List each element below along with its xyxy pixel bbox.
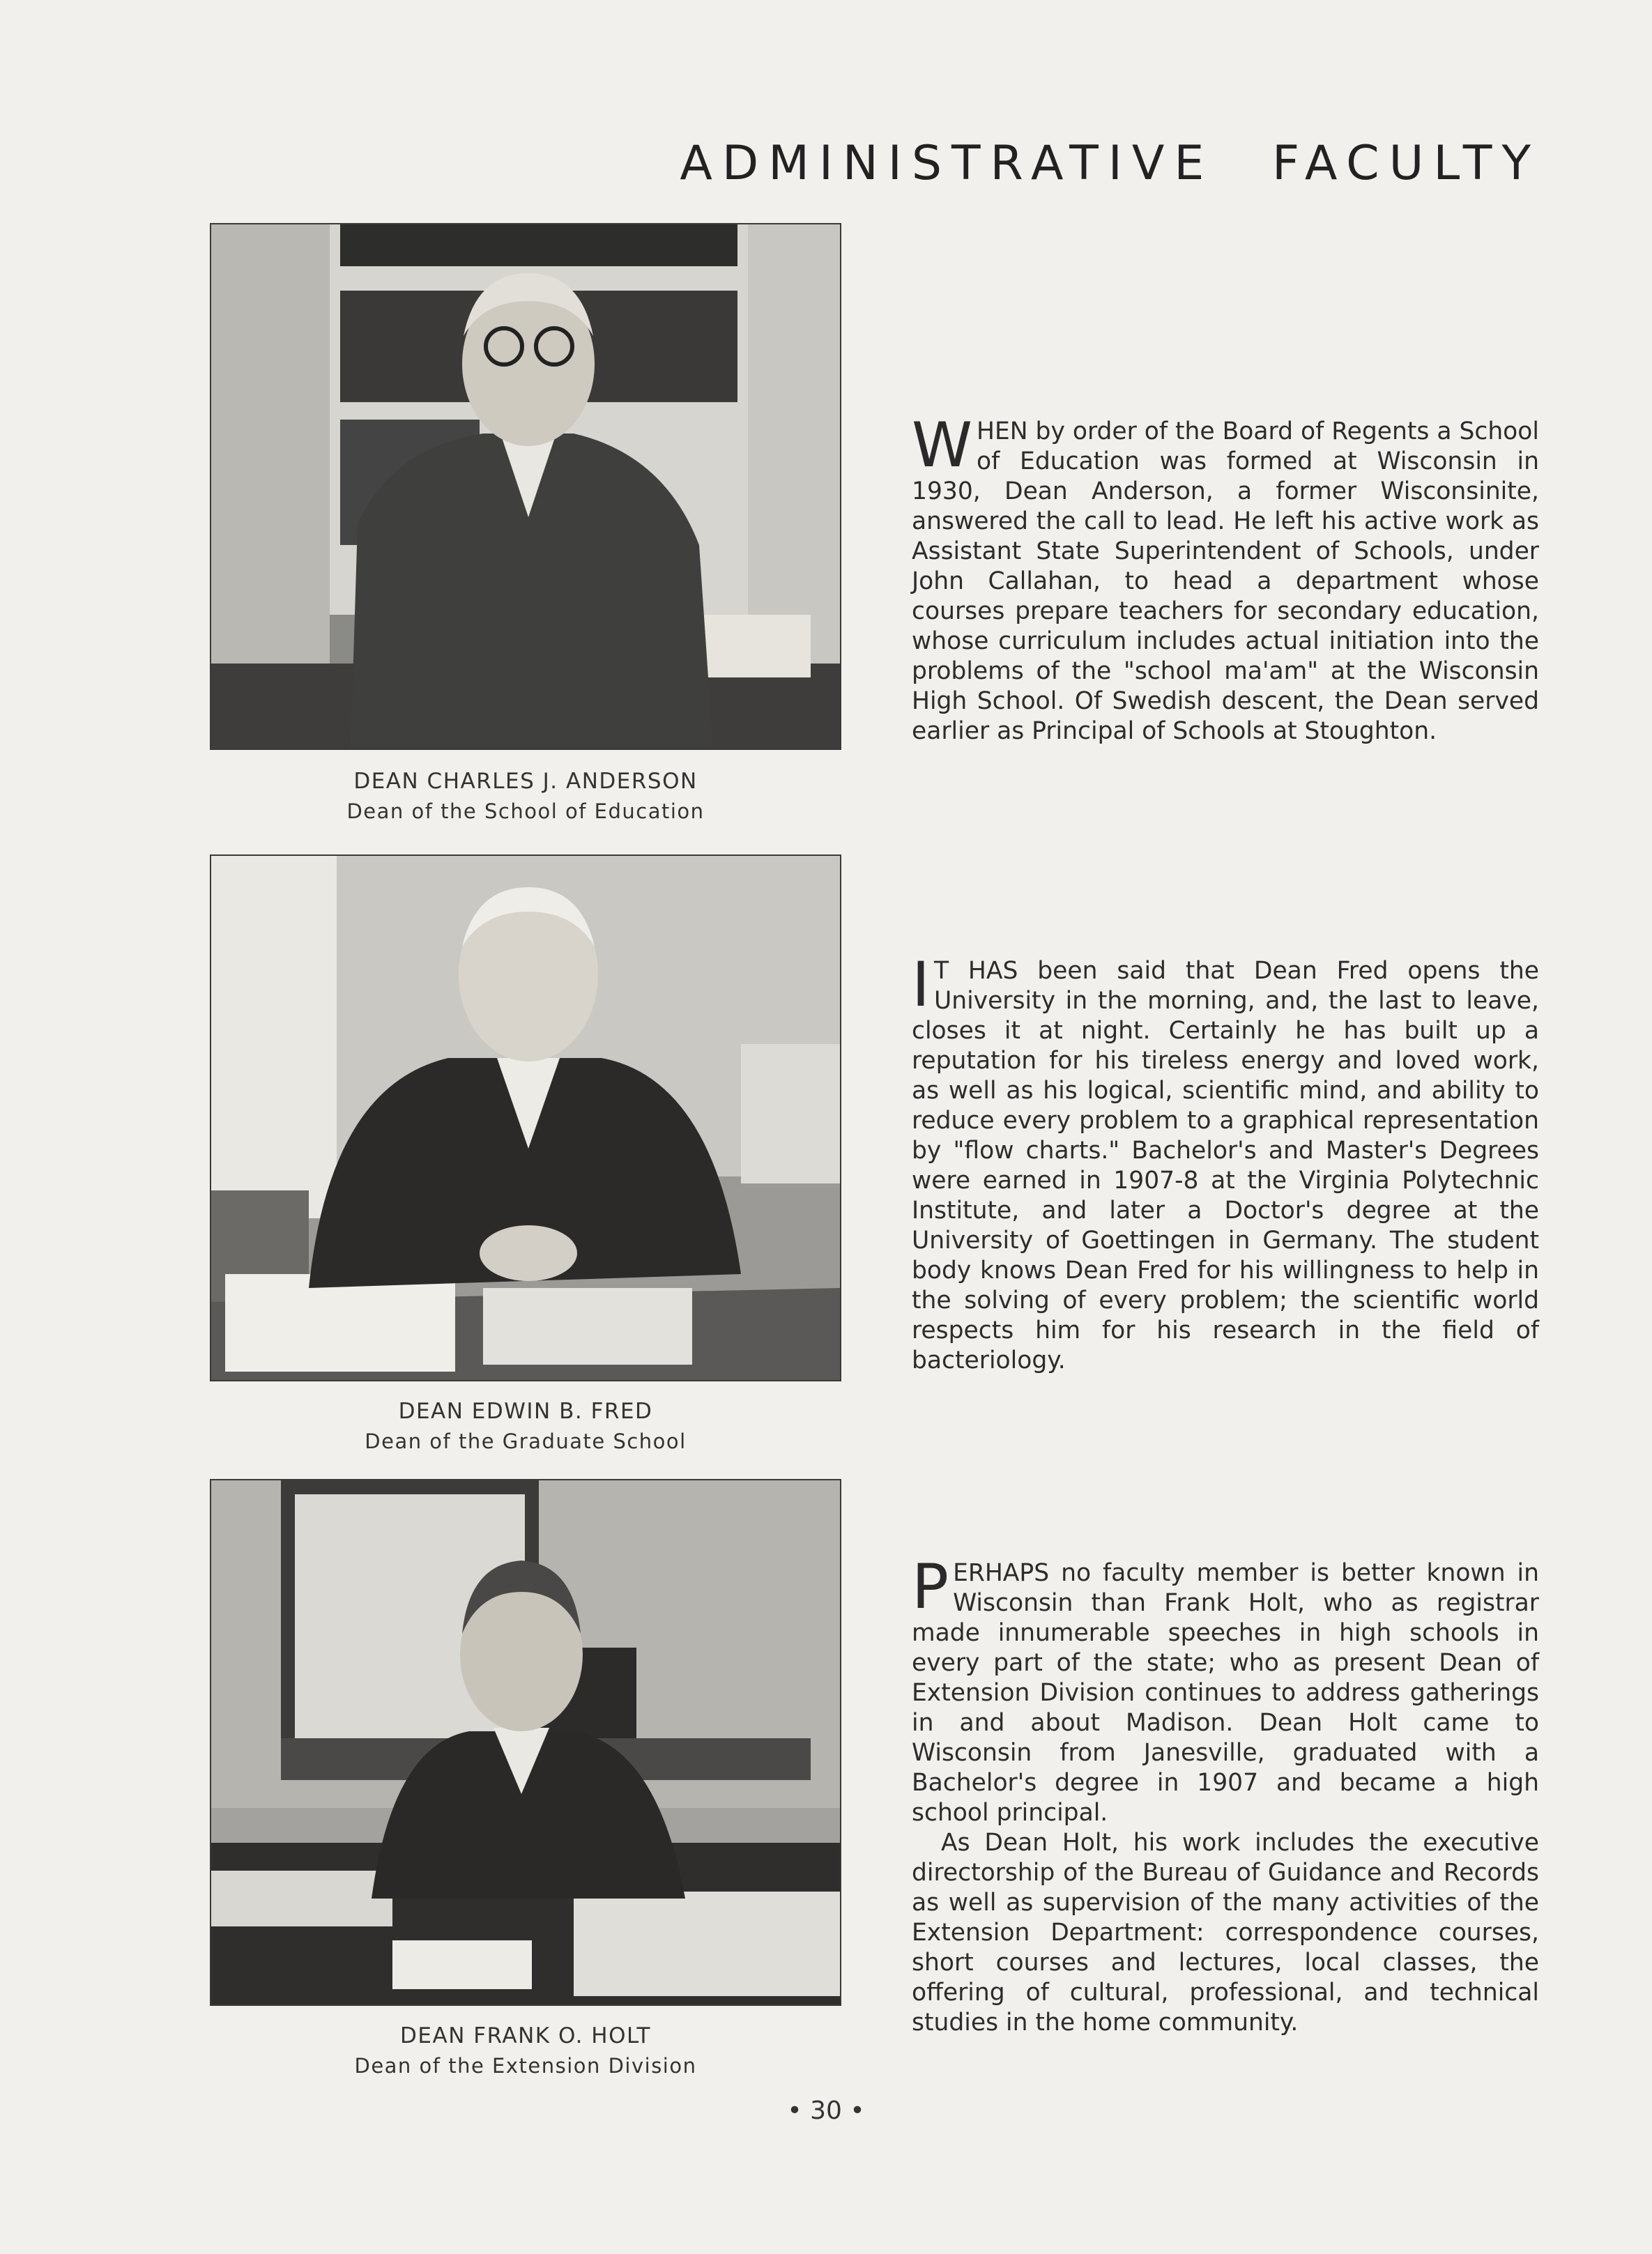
caption-role: Dean of the Extension Division bbox=[354, 2054, 697, 2078]
portrait-photo-fred bbox=[211, 856, 840, 1380]
bio-holt bbox=[912, 1551, 1539, 2038]
bio-paragraph: T HAS been said that Dean Fred opens the University in the morning, and, the last to leave, closes it at night. Certainly he has built up a reputation for his tireless energy and loved work, as well as his logical, scientific mind, and ability to reduce every problem to a graphical representation by "flow charts." Bachelor's and Master's Degrees were earned in 1907-8 at the Virginia Polytechnic Institute, and later a Doctor's degree at the University of Goettingen in Germany. The student body knows Dean Fred for his willingness to help in the solving of every problem; the scientific world respects him for his research in the field of bacteriology. bbox=[912, 957, 1539, 1374]
drop-cap: P bbox=[912, 1551, 949, 1623]
caption-name: DEAN EDWIN B. FRED bbox=[398, 1399, 653, 1424]
drop-cap: W bbox=[912, 409, 973, 481]
page-title: ADMINISTRATIVE FACULTY bbox=[680, 136, 1540, 191]
drop-cap: I bbox=[912, 949, 930, 1020]
caption-name: DEAN CHARLES J. ANDERSON bbox=[353, 769, 698, 794]
caption-role: Dean of the School of Education bbox=[346, 799, 705, 823]
bio-paragraph: As Dean Holt, his work includes the executive directorship of the Bureau of Guidance and Records as well as supervision of the many activities of the Extension Department: correspondence courses, short courses and lectures, local classes, the offering of cultural, professional, and technical studies in the home community. bbox=[912, 1829, 1539, 2037]
caption-holt bbox=[211, 2021, 840, 2081]
portrait-photo-holt bbox=[211, 1480, 840, 2004]
page-number: • 30 • bbox=[787, 2096, 865, 2125]
bio-fred bbox=[912, 949, 1539, 1376]
bio-paragraph: ERHAPS no faculty member is better known in Wisconsin than Frank Holt, who as registrar made innumerable speeches in high schools in every part of the state; who as present Dean of Extension Division continues to address gatherings in and about Madison. Dean Holt came to Wisconsin from Janesville, graduated with a Bachelor's degree in 1907 and became a high school principal. bbox=[912, 1559, 1539, 1827]
bio-anderson bbox=[912, 409, 1539, 746]
caption-name: DEAN FRANK O. HOLT bbox=[400, 2023, 651, 2048]
caption-role: Dean of the Graduate School bbox=[365, 1429, 687, 1453]
bio-paragraph: HEN by order of the Board of Regents a School of Education was formed at Wisconsin in 1930, Dean Anderson, a former Wisconsinite, answered the call to lead. He left his active work as Assistant State Superintendent of Schools, under John Callahan, to head a department whose courses prepare teachers for secondary education, whose curriculum includes actual initiation into the problems of the "school ma'am" at the Wisconsin High School. Of Swedish descent, the Dean served earlier as Principal of Schools at Stoughton. bbox=[912, 417, 1539, 745]
caption-fred bbox=[211, 1397, 840, 1457]
portrait-photo-anderson bbox=[211, 224, 840, 749]
caption-anderson bbox=[211, 767, 840, 827]
